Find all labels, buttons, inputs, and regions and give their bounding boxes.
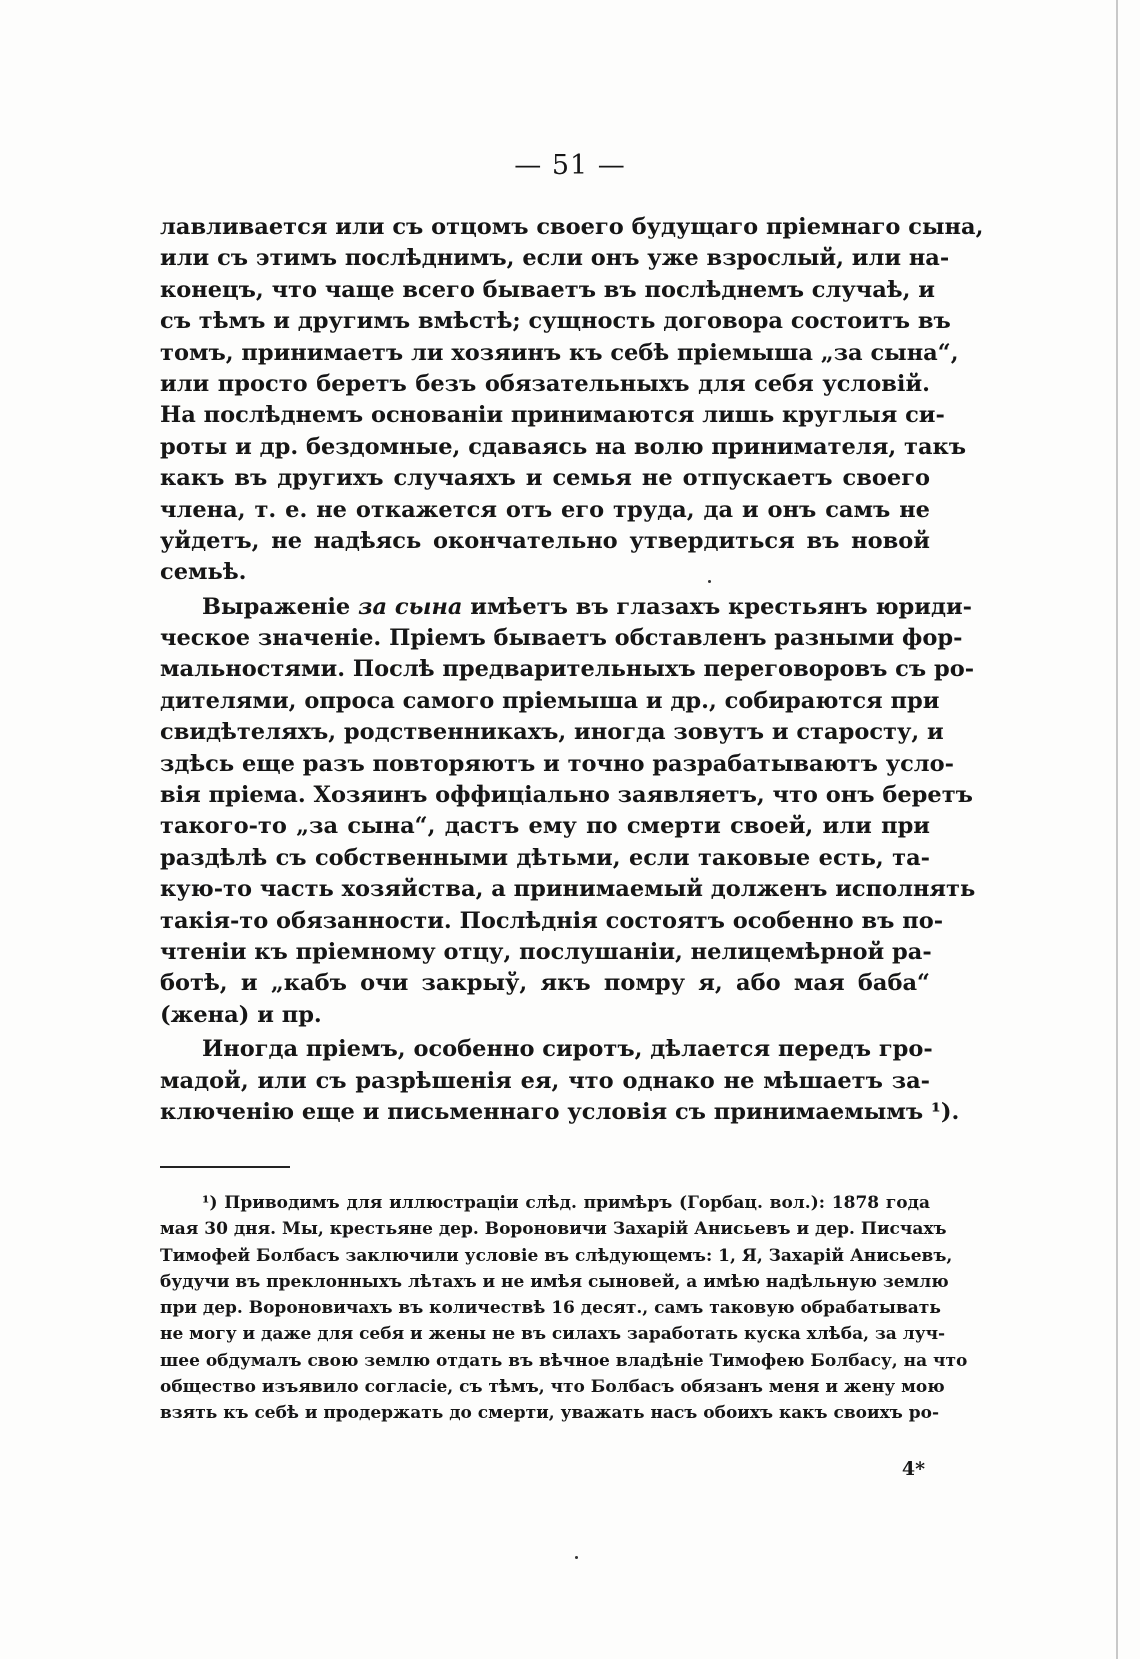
text-line: роты и др. бездомные, сдаваясь на волю принимателя, такъ	[160, 433, 967, 460]
text-line	[160, 592, 972, 623]
text-line: На послѣднемъ основаніи принимаются лишь круглыя си-	[160, 402, 945, 429]
paragraph-1	[160, 212, 984, 589]
text-line: мальностями. Послѣ предварительныхъ переговоровъ съ ро-	[160, 656, 975, 683]
text-line: уйдетъ, не надѣясь окончательно утвердиться въ новой	[160, 527, 930, 554]
footnote-line: взять къ себѣ и продержать до смерти, уважать насъ обоихъ какъ своихъ ро-	[160, 1403, 939, 1424]
text-line: такія-то обязанности. Послѣднія состоятъ особенно въ по-	[160, 907, 944, 934]
body-text	[160, 212, 984, 1128]
text-line: лавливается или съ отцомъ своего будущаго пріемнаго сына,	[160, 214, 984, 240]
text-line: члена, т. е. не откажется отъ его труда, да и онъ самъ не	[160, 496, 930, 523]
text-line: какъ въ другихъ случаяхъ и семья не отпускаетъ своего	[160, 465, 930, 492]
footnote-rule	[160, 1166, 290, 1168]
text-line: (жена) и пр.	[160, 1001, 322, 1028]
footnote-line: не могу и даже для себя и жены не въ силахъ заработать куска хлѣба, за луч-	[160, 1324, 946, 1345]
scan-edge	[1116, 0, 1118, 1659]
scan-speck	[708, 580, 711, 583]
text-line: вія пріема. Хозяинъ оффиціально заявляетъ, что онъ беретъ	[160, 782, 973, 809]
text-line: раздѣлѣ съ собственными дѣтьми, если таковые есть, та-	[160, 844, 930, 871]
text-line: мадой, или съ разрѣшенія ея, что однако не мѣшаетъ за-	[160, 1067, 930, 1094]
text-line: кую-то часть хозяйства, а принимаемый долженъ исполнять	[160, 876, 976, 903]
text-run: Выраженіе	[202, 593, 359, 620]
text-run: имѣетъ въ глазахъ крестьянъ юриди-	[462, 593, 972, 620]
text-line: свидѣтеляхъ, родственникахъ, иногда зовутъ и старосту, и	[160, 719, 944, 746]
footnote-line: мая 30 дня. Мы, крестьяне дер. Вороновичи Захарій Анисьевъ и дер. Писчахъ	[160, 1219, 947, 1240]
signature-mark: 4*	[901, 1458, 925, 1480]
text-line: чтеніи къ пріемному отцу, послушаніи, нелицемѣрной ра-	[160, 938, 932, 965]
footnote-line: шее обдумалъ свою землю отдать въ вѣчное владѣніе Тимофею Болбасу, на что	[160, 1350, 968, 1371]
italic-phrase: за сына	[358, 593, 463, 620]
page-number: — 51 —	[514, 150, 626, 181]
paragraph-3	[160, 1034, 960, 1128]
footnote-line: общество изъявило согласіе, съ тѣмъ, что Болбасъ обязанъ меня и жену мою	[160, 1377, 945, 1398]
paragraph-2	[160, 592, 976, 1031]
text-line: семьѣ.	[160, 559, 247, 586]
text-line: томъ, принимаетъ ли хозяинъ къ себѣ пріемыша „за сына“,	[160, 339, 959, 366]
text-line: дителями, опроса самого пріемыша и др., собираются при	[160, 687, 940, 714]
text-line: или съ этимъ послѣднимъ, если онъ уже взрослый, или на-	[160, 245, 950, 272]
footnote-line: при дер. Вороновичахъ въ количествѣ 16 десят., самъ таковую обрабатывать	[160, 1298, 941, 1319]
text-line: ботѣ, и „кабъ очи закрыў, якъ помру я, або мая баба“	[160, 970, 930, 997]
footnote-line: будучи въ преклонныхъ лѣтахъ и не имѣя сыновей, а имѣю надѣльную землю	[160, 1271, 949, 1292]
footnote	[160, 1190, 968, 1427]
text-line: здѣсь еще разъ повторяютъ и точно разрабатываютъ усло-	[160, 750, 955, 777]
text-line: ческое значеніе. Пріемъ бываетъ обставленъ разными фор-	[160, 625, 963, 652]
text-line: ключенію еще и письменнаго условія съ принимаемымъ ¹).	[160, 1098, 960, 1125]
text-line: конецъ, что чаще всего бываетъ въ послѣднемъ случаѣ, и	[160, 276, 935, 303]
footnote-line: Тимофей Болбасъ заключили условіе въ слѣдующемъ: 1, Я, Захарій Анисьевъ,	[160, 1245, 953, 1266]
text-line: или просто беретъ безъ обязательныхъ для себя условій.	[160, 370, 930, 397]
footnote-line: ¹) Приводимъ для иллюстраціи слѣд. примѣръ (Горбац. вол.): 1878 года	[202, 1193, 930, 1213]
text-line: такого-то „за сына“, дастъ ему по смерти своей, или при	[160, 813, 930, 840]
scan-speck	[575, 1556, 578, 1559]
text-line: Иногда пріемъ, особенно сиротъ, дѣлается передъ гро-	[202, 1036, 933, 1063]
text-line: съ тѣмъ и другимъ вмѣстѣ; сущность договора состоитъ въ	[160, 308, 951, 335]
